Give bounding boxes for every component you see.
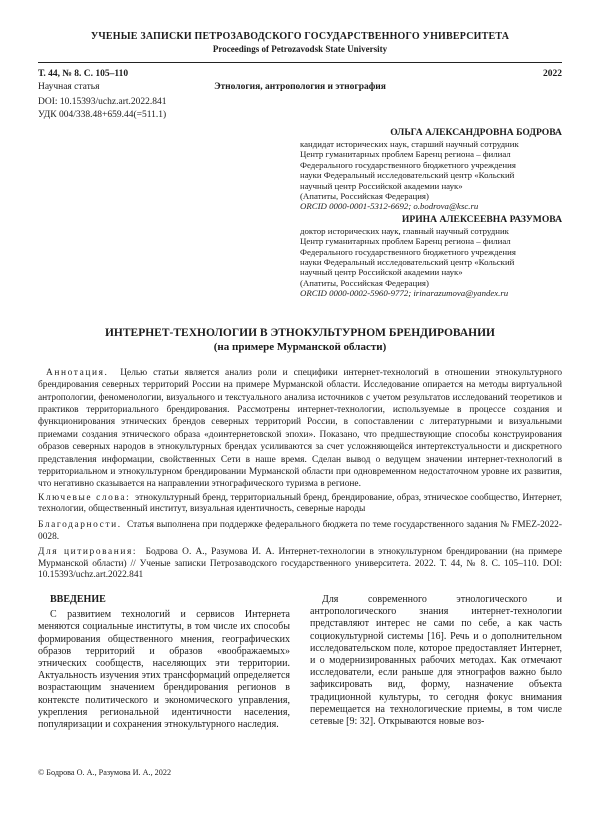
meta-row-volume <box>38 69 562 79</box>
author-affiliation-line: науки Федеральный исследовательский центр «Кольский <box>300 170 515 181</box>
article-title: ИНТЕРНЕТ-ТЕХНОЛОГИИ В ЭТНОКУЛЬТУРНОМ БРЕНДИРОВАНИИ <box>104 326 496 339</box>
author-name: ОЛЬГА АЛЕКСАНДРОВНА БОДРОВА <box>390 127 562 138</box>
publication-year: 2022 <box>543 69 562 79</box>
udc: УДК 004/338.48+659.44(=511.1) <box>38 110 167 120</box>
article-subtitle: (на примере Мурманской области) <box>213 340 387 353</box>
author-affiliation-line: научный центр Российской академии наук» <box>300 267 463 278</box>
author-affiliation-line: (Апатиты, Российская Федерация) <box>300 277 429 288</box>
acknowledgments-text: Статья выполнена при поддержке федерального бюджета по теме государственного задания № FMEZ-2022-0028. <box>38 519 562 542</box>
acknowledgments-label: Благодарности. <box>38 519 122 530</box>
author-affiliation-line: Центр гуманитарных проблем Баренц региона – филиал <box>300 236 511 247</box>
body-paragraph: Для современного этнологического и антропологического знания интернет-технологии представляют интерес не сами по себе, а как часть социокультурной системы [16]. Речь и о дополнительном исследовательском поле, которое предоставляет Интернет, и о модернизированных рабочих методах. Как отмечают исследователи, если раньше для этнографов важно было зафиксировать вид, форму, назначение объекта традиционной культуры, то сегодня фокус внимания перемещается на технологические приемы, в том числе сетевые [9: 32]. Открываются новые воз- <box>310 593 562 727</box>
meta-row-type <box>38 82 562 94</box>
citation-text: Бодрова О. А., Разумова И. А. Интернет-технологии в этнокультурном брендировании (на примере Мурманской области) // Ученые записки Петрозаводского государственного университета. 2022. Т. 44, № 8. С. 105–110. DOI: 10.15393/uchz.art.2022.841 <box>38 547 562 581</box>
journal-section: Этнология, антропология и этнография <box>214 82 386 92</box>
author-orcid-email: ORCID 0000-0001-5312-6692; o.bodrova@ksc.ru <box>300 201 479 212</box>
author-block-1 <box>300 127 562 212</box>
author-affiliation-line: Федерального государственного бюджетного учреждения <box>300 246 516 257</box>
citation <box>38 547 562 582</box>
author-affiliation-line: (Апатиты, Российская Федерация) <box>300 191 429 202</box>
author-name: ИРИНА АЛЕКСЕЕВНА РАЗУМОВА <box>401 213 562 225</box>
article-meta <box>38 69 562 120</box>
author-affiliation-line: Центр гуманитарных проблем Баренц региона – филиал <box>300 149 511 160</box>
volume-pages: Т. 44, № 8. С. 105–110 <box>38 69 129 79</box>
acknowledgments <box>38 520 562 543</box>
author-affiliation-line: научный центр Российской академии наук» <box>300 180 463 191</box>
journal-title-en: Proceedings of Petrozavodsk State University <box>212 44 388 54</box>
author-affiliation-line: науки Федеральный исследовательский центр «Кольский <box>300 257 515 268</box>
author-block-2 <box>300 214 562 299</box>
abstract <box>38 367 562 491</box>
author-orcid-email: ORCID 0000-0002-5960-9772; irinarazumova@yandex.ru <box>300 288 509 299</box>
left-column <box>38 594 290 731</box>
author-affiliation-line: доктор исторических наук, главный научный сотрудник <box>300 225 509 236</box>
header-divider <box>38 62 562 63</box>
author-affiliation-line: Федерального государственного бюджетного учреждения <box>300 159 516 170</box>
abstract-label: Аннотация. <box>46 367 109 378</box>
body-columns <box>38 594 562 731</box>
author-affiliation-line: кандидат исторических наук, старший научный сотрудник <box>300 139 519 149</box>
copyright-notice: © Бодрова О. А., Разумова И. А., 2022 <box>38 768 172 777</box>
body-paragraph: С развитием технологий и сервисов Интернета меняются социальные институты, в том числе их способы формирования общественного мнения, географических образов территорий и образов «воображаемых» этнических сообществ, населяющих эти территории. Актуальность изучения этих трансформаций определяется возрастающим значением брендирования регионов в контексте политического и экономического управления, укрепления региональной идентичности населения, популяризации и сохранения этнокультурного наследия. <box>38 609 290 730</box>
keywords-label: Ключевые слова: <box>38 492 131 503</box>
article-type: Научная статья <box>38 82 100 92</box>
doi: DOI: 10.15393/uchz.art.2022.841 <box>38 97 167 107</box>
keywords <box>38 493 562 516</box>
section-heading-introduction: ВВЕДЕНИЕ <box>50 593 106 605</box>
abstract-text: Целью статьи является анализ роли и специфики интернет-технологий в отношении этнокультурного брендирования северных территорий России на примере Мурманской области. Исследование опирается на методы виртуальной антропологии, феноменологии, визуального и текстуального анализа источников с учетом результатов исследований теоретиков и практиков территориального брендирования. Рассмотрены интернет-технологии, используемые в процессе создания и функционирования этнических брендов северных территорий России, в сопоставлении с литературными и визуальными приемами создания этнического образа «доинтернетовской эпохи». Показано, что предшествующие способы конструирования образов северных народов в этнокультурных брендах усиливаются за счет усложняющейся интертекстуальности и дискретного представления информации, свойственных Сети в наше время. Сделан вывод о ведущем значении интернет-технологий в территориальном и этнокультурном брендировании Мурманской области при одновременном недостаточном уровне их развития, что негативно сказывается на направлении этнографического туризма в регионе. <box>38 367 563 490</box>
keywords-text: этнокультурный бренд, территориальный бренд, брендирование, образ, этническое сообщество, Интернет, технологии, общественный институт, визуальная идентичность, северные народы <box>38 492 563 515</box>
citation-label: Для цитирования: <box>38 547 138 558</box>
journal-title-ru: УЧЕНЫЕ ЗАПИСКИ ПЕТРОЗАВОДСКОГО ГОСУДАРСТВЕННОГО УНИВЕРСИТЕТА <box>90 31 510 42</box>
right-column <box>310 594 562 731</box>
